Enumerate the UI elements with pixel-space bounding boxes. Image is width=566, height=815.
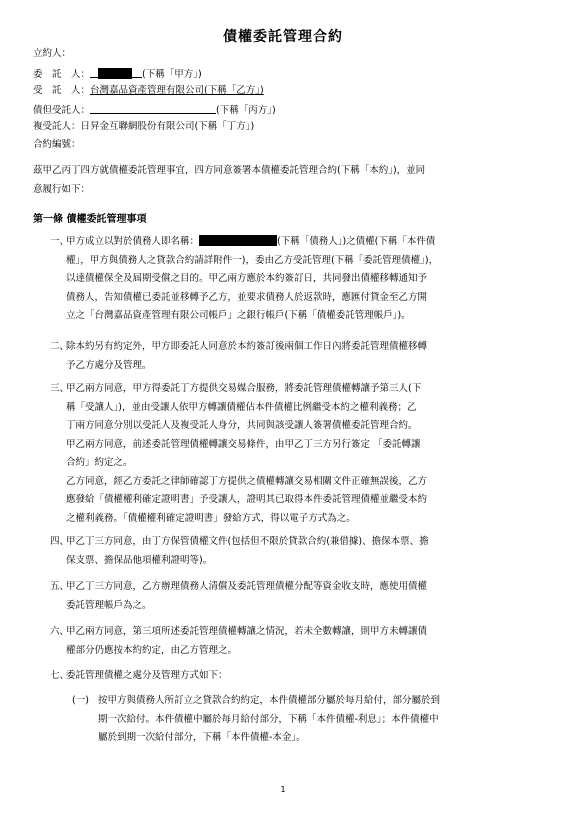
contract-number-label: 合約編號： [33,139,81,150]
item-number: 五、 [50,581,70,592]
item-text [66,578,532,615]
item-line: 稱「受讓人」)，並由受讓人依甲方轉讓債權佔本件債權比例繼受本約之權利義務；乙 [66,401,417,413]
principal-line [33,67,202,81]
debt-transferee-suffix: (下稱「丙方」) [216,105,276,116]
item-line: 委託管理債權之處分及管理方式如下： [66,670,228,681]
item-text [66,380,532,528]
item-line: 甲乙丁三方同意，乙方辦理債務人清償及委託管理債權分配等資金收支時，應使用債權 [66,581,428,592]
debt-transferee-label: 債但受託人： [33,105,91,116]
re-agent-line [33,121,254,133]
article-1-title: 第一條 債權委託管理事項 [33,214,147,225]
item-line: 權部分仍應按本約約定，由乙方管理之。 [66,644,238,656]
sub-item-text [98,692,532,748]
item-number: 六、 [50,626,70,637]
principal-label: 委 託 人： [33,69,91,80]
item-line: 屬於到期一次給付部分，下稱「本件債權-本金」。 [98,732,306,743]
item-line: 丁兩方同意分別以受託人及複受託人身分，共同與該受讓人簽署債權委託管理合約。 [66,420,418,431]
preamble-line: 意履行如下： [33,183,91,195]
item-number: 四、 [50,536,70,547]
item-text [66,623,532,660]
item-number: 一、 [50,236,70,247]
preamble [33,162,533,199]
item-line: 甲乙兩方同意，前述委託管理債權轉讓交易條件，由甲乙丁三方另行簽定 「委託轉讓 [66,438,421,450]
item-line: 期一次給付。本件債權中屬於每月給付部分，下稱「本件債權-利息」；本件債權中 [98,713,439,725]
item-line: 除本約另有約定外，甲方即委託人同意於本約簽訂後兩個工作日內將委託管理債權移轉 [66,341,428,352]
item-text [66,338,532,375]
item-number: 七、 [50,670,70,681]
item-line: 債務人，告知債權已委託並移轉予乙方，並要求債務人於返款時，應匯付貸金至乙方開 [66,291,428,303]
redacted-block [199,235,277,246]
preamble-line: 茲甲乙丙丁四方就債權委託管理事宜，四方同意簽署本債權委託管理合約(下稱「本約」)，並同 [33,165,426,176]
page-number: 1 [280,785,286,794]
item-line: 保支票、擔保品他項權利證明等)。 [66,554,213,566]
item-line: 予乙方處分及管理。 [66,359,152,371]
item-text [66,233,532,326]
item-line: 甲乙兩方同意，甲方得委託丁方提供交易媒合服務，將委託管理債權轉讓予第三人(下 [66,383,422,394]
item-text [66,533,532,570]
item-line: 按甲方與債務人所訂立之貸款合約約定，本件債權部分屬於每月給付，部分屬於到 [98,695,441,706]
item-line: 應發給「債權權利確定證明書」予受讓人，證明其已取得本件委託管理債權並繼受本約 [66,494,428,505]
item-line: 甲乙丁三方同意，由丁方保管債權文件(包括但不限於貸款合約(兼借據)、擔保本票、擔 [66,536,429,547]
parties-header: 立約人： [33,48,72,59]
item-line: 之權利義務。「債權權利確定證明書」發給方式，得以電子方式為之。 [66,512,356,524]
item-number: 二、 [50,341,70,352]
item-line: (下稱「債務人」)之債權(下稱「本件債 [277,236,436,247]
item-line: 甲乙兩方同意，第三項所述委託管理債權轉讓之情況，若未全數轉讓，則甲方未轉讓債 [66,626,428,637]
sub-item-number: (一) [72,695,89,706]
item-line: 甲方成立以對於債務人即名稱： [66,236,200,247]
re-agent-suffix: (下稱「丁方」) [194,121,255,132]
agent-line [33,85,264,97]
item-number: 三、 [50,383,70,394]
agent-label: 受 託 人： [33,85,91,96]
re-agent-label: 複受託人： [33,121,81,132]
principal-suffix: (下稱「甲方」) [142,69,202,80]
item-text [66,667,532,686]
item-line: 權」，甲方與債務人之貸款合約請詳附件一)，委由乙方受託管理(下稱「委託管理債權」)， [66,254,439,266]
item-line: 以達債權保全及屆期受償之目的。甲乙兩方應於本約簽訂日，共同發出債權移轉通知予 [66,273,428,284]
item-line: 委託管理帳戶為之。 [66,599,152,611]
document-title: 債權委託管理合約 [223,29,343,45]
debt-transferee-line [33,103,276,117]
item-line: 立之「台灣嘉品資產管理有限公司帳戶」之銀行帳戶(下稱「債權委託管理帳戶」)。 [66,310,411,321]
item-line: 合約」約定之。 [66,457,133,468]
re-agent-name: 日昇金互聯網股份有限公司 [80,121,195,132]
agent-name: 台灣嘉品資產管理有限公司 [90,85,205,96]
item-line: 乙方同意，經乙方委託之律師確認丁方提供之債權轉讓交易相關文件正確無誤後，乙方 [66,475,428,487]
agent-suffix: (下稱「乙方」) [204,85,264,96]
redacted-block [98,68,132,79]
